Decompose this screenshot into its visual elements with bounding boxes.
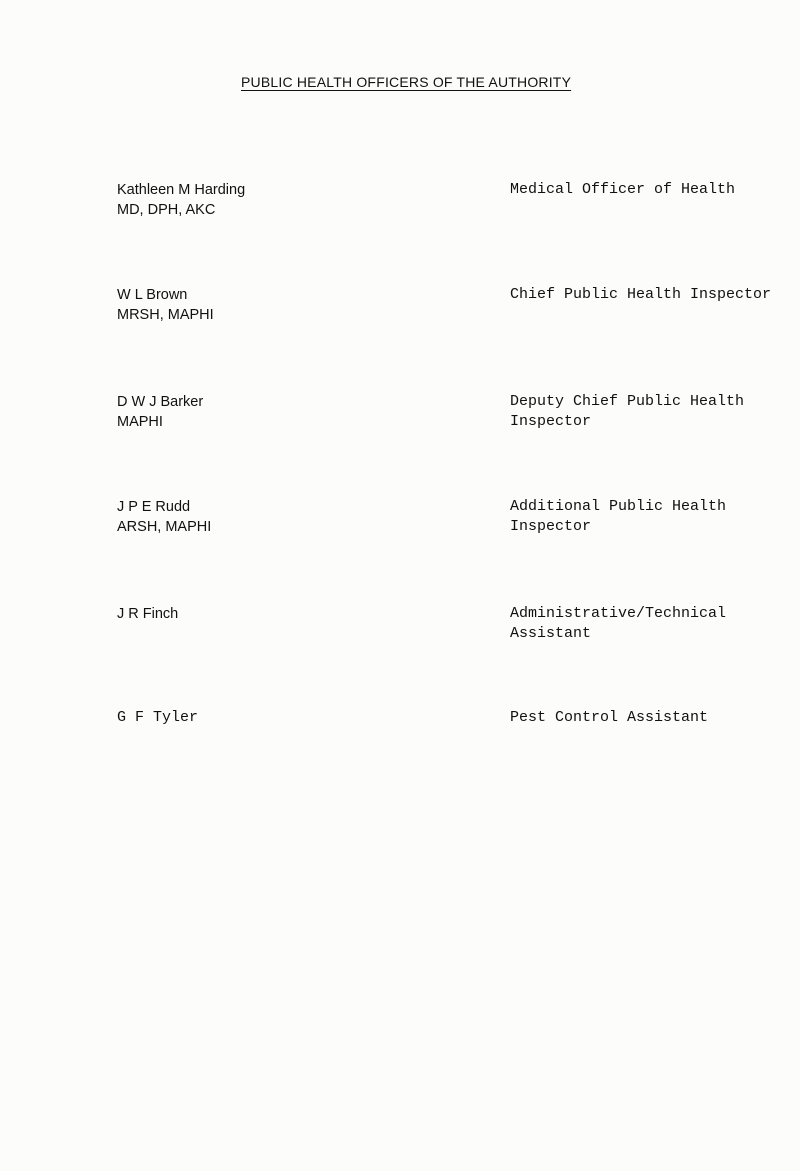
page-title: PUBLIC HEALTH OFFICERS OF THE AUTHORITY [241,74,572,90]
officer-name: G F Tyler [117,709,199,726]
officer-name-block [117,180,245,220]
officer-qualifications: MAPHI [117,414,163,430]
officer-qualifications: MRSH, MAPHI [117,307,214,323]
officer-role-block [510,285,771,305]
officer-name-block [117,708,198,728]
officer-role-continued: Inspector [510,518,592,535]
officer-role-continued: Assistant [510,625,592,642]
officer-role: Deputy Chief Public Health [510,393,745,410]
officer-role-continued: Inspector [510,413,592,430]
officer-role-block [510,180,735,200]
officer-role-block [510,497,726,537]
officer-role: Pest Control Assistant [510,709,709,726]
officer-role: Administrative/Technical [510,605,727,622]
officer-name: J P E Rudd [117,499,191,515]
officer-name: D W J Barker [117,394,204,410]
officer-role-block [510,392,744,432]
officer-role: Chief Public Health Inspector [510,286,772,303]
officer-qualifications: ARSH, MAPHI [117,519,212,535]
officer-name-block [117,604,178,624]
officer-role: Additional Public Health [510,498,727,515]
officer-role: Medical Officer of Health [510,181,736,198]
officer-name-block [117,285,214,325]
officer-name-block [117,392,203,432]
officer-name: Kathleen M Harding [117,182,246,198]
officer-role-block [510,708,708,728]
officer-qualifications: MD, DPH, AKC [117,202,216,218]
officer-name: J R Finch [117,606,179,622]
officer-name: W L Brown [117,287,188,303]
officer-role-block [510,604,726,644]
officer-name-block [117,497,211,537]
